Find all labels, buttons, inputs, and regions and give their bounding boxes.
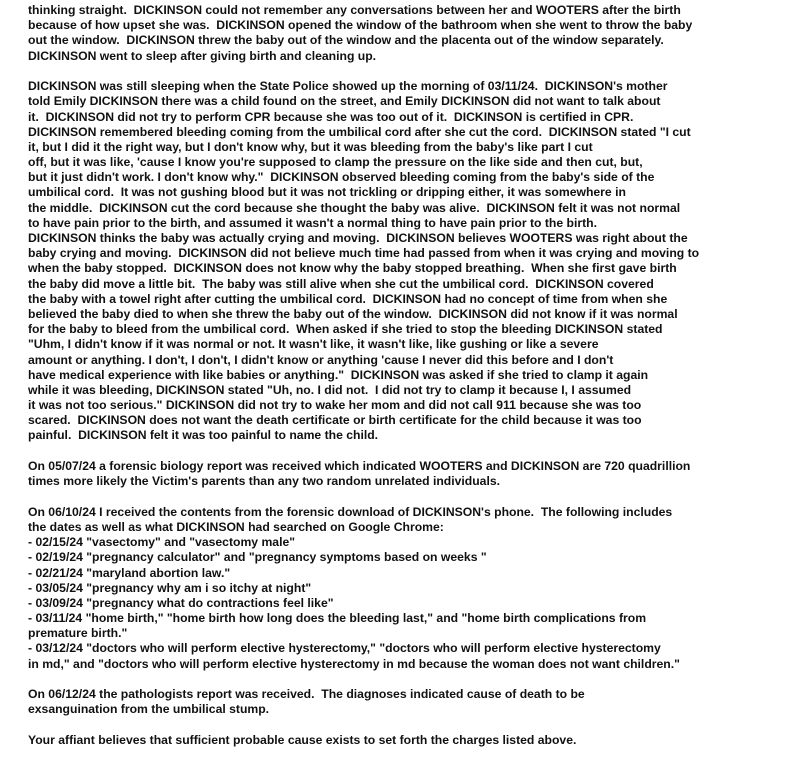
text-line: - 02/15/24 "vasectomy" and "vasectomy male" [28, 535, 296, 550]
text-line: umbilical cord. It was not gushing blood but it was not trickling or dripping either, it was somewhere in [28, 185, 626, 200]
text-line: times more likely the Victim's parents than any two random unrelated individuals. [28, 474, 501, 489]
text-line: - 03/05/24 "pregnancy why am i so itchy at night" [28, 580, 312, 595]
text-line: because of how upset she was. DICKINSON opened the window of the bathroom when she went to throw the baby [28, 18, 693, 33]
text-line: for the baby to bleed from the umbilical cord. When asked if she tried to stop the bleeding DICKINSON stated [28, 322, 663, 337]
text-line: believed the baby died to when she threw the baby out of the window. DICKINSON did not know if it was normal [28, 306, 678, 321]
text-line: On 05/07/24 a forensic biology report was received which indicated WOOTERS and DICKINSON are 720 quadrillion [28, 459, 691, 474]
text-line: - 02/19/24 "pregnancy calculator" and "pregnancy symptoms based on weeks " [28, 550, 487, 565]
affidavit-document [28, 3, 794, 748]
text-line: baby crying and moving. DICKINSON did not believe much time had passed from when it was crying and moving to [28, 246, 700, 261]
text-line: in md," and "doctors who will perform elective hysterectomy in md because the woman does not want children." [28, 656, 680, 671]
text-line: painful. DICKINSON felt it was too painful to name the child. [28, 428, 379, 443]
paragraph [28, 733, 794, 748]
text-line: DICKINSON thinks the baby was actually crying and moving. DICKINSON believes WOOTERS was right about the [28, 231, 688, 246]
text-line: it. DICKINSON did not try to perform CPR because she was too out of it. DICKINSON is certified in CPR. [28, 109, 634, 124]
text-line: On 06/10/24 I received the contents from the forensic download of DICKINSON's phone. The following includes [28, 504, 673, 519]
text-line: the middle. DICKINSON cut the cord because she thought the baby was alive. DICKINSON felt it was not normal [28, 200, 681, 215]
text-line: off, but it was like, 'cause I know you're supposed to clamp the pressure on the like side and then cut, but, [28, 155, 643, 170]
text-line: the baby with a towel right after cutting the umbilical cord. DICKINSON had no concept of time from when she [28, 291, 668, 306]
paragraph [28, 3, 794, 64]
paragraph-gap [28, 64, 794, 79]
text-line: exsanguination from the umbilical stump. [28, 702, 270, 717]
text-line: the dates as well as what DICKINSON had searched on Google Chrome: [28, 519, 444, 534]
text-line: when the baby stopped. DICKINSON does not know why the baby stopped breathing. When she first gave birth [28, 261, 677, 276]
paragraph-gap [28, 489, 794, 504]
text-line: to have pain prior to the birth, and assumed it wasn't a normal thing to have pain prior to the birth. [28, 215, 597, 230]
paragraph-gap [28, 672, 794, 687]
text-line: the baby did move a little bit. The baby was still alive when she cut the umbilical cord. DICKINSON covered [28, 276, 654, 291]
text-line: scared. DICKINSON does not want the death certificate or birth certificate for the child because it was too [28, 413, 642, 428]
paragraph-gap [28, 718, 794, 733]
text-line: it was not too serious." DICKINSON did not try to wake her mom and did not call 911 because she was too [28, 398, 642, 413]
text-line: DICKINSON was still sleeping when the State Police showed up the morning of 03/11/24. DICKINSON's mother [28, 79, 668, 94]
text-line: but it just didn't work. I don't know why." DICKINSON observed bleeding coming from the baby's side of the [28, 170, 655, 185]
paragraph [28, 505, 794, 672]
paragraph-gap [28, 444, 794, 459]
text-line: amount or anything. I don't, I don't, I didn't know or anything 'cause I never did this before and I don't [28, 352, 614, 367]
text-line: it, but I did it the right way, but I don't know why, but it was bleeding from the baby's like part I cut [28, 139, 593, 154]
text-line: DICKINSON went to sleep after giving birth and cleaning up. [28, 48, 377, 63]
text-line: out the window. DICKINSON threw the baby out of the window and the placenta out of the window separately. [28, 33, 664, 48]
paragraph [28, 459, 794, 489]
paragraph [28, 79, 794, 444]
text-line: On 06/12/24 the pathologists report was received. The diagnoses indicated cause of death to be [28, 687, 585, 702]
text-line: Your affiant believes that sufficient probable cause exists to set forth the charges listed above. [28, 733, 577, 748]
text-line: "Uhm, I didn't know if it was normal or not. It wasn't like, it wasn't like, like gushing or like a severe [28, 337, 599, 352]
text-line: thinking straight. DICKINSON could not remember any conversations between her and WOOTERS after the birth [28, 3, 681, 17]
text-line: - 02/21/24 "maryland abortion law." [28, 565, 231, 580]
text-line: premature birth." [28, 626, 128, 641]
text-line: DICKINSON remembered bleeding coming from the umbilical cord after she cut the cord. DICKINSON stated "I cut [28, 124, 691, 139]
paragraph [28, 687, 794, 717]
text-line: told Emily DICKINSON there was a child found on the street, and Emily DICKINSON did not want to talk about [28, 94, 661, 109]
text-line: - 03/11/24 "home birth," "home birth how long does the bleeding last," and "home birth complications from [28, 611, 647, 626]
text-line: have medical experience with like babies or anything." DICKINSON was asked if she tried to clamp it again [28, 367, 649, 382]
text-line: - 03/09/24 "pregnancy what do contractions feel like" [28, 595, 334, 610]
text-line: while it was bleeding, DICKINSON stated "Uh, no. I did not. I did not try to clamp it because I, I assumed [28, 382, 632, 397]
text-line: - 03/12/24 "doctors who will perform elective hysterectomy," "doctors who will perform elective hysterectomy [28, 641, 661, 656]
